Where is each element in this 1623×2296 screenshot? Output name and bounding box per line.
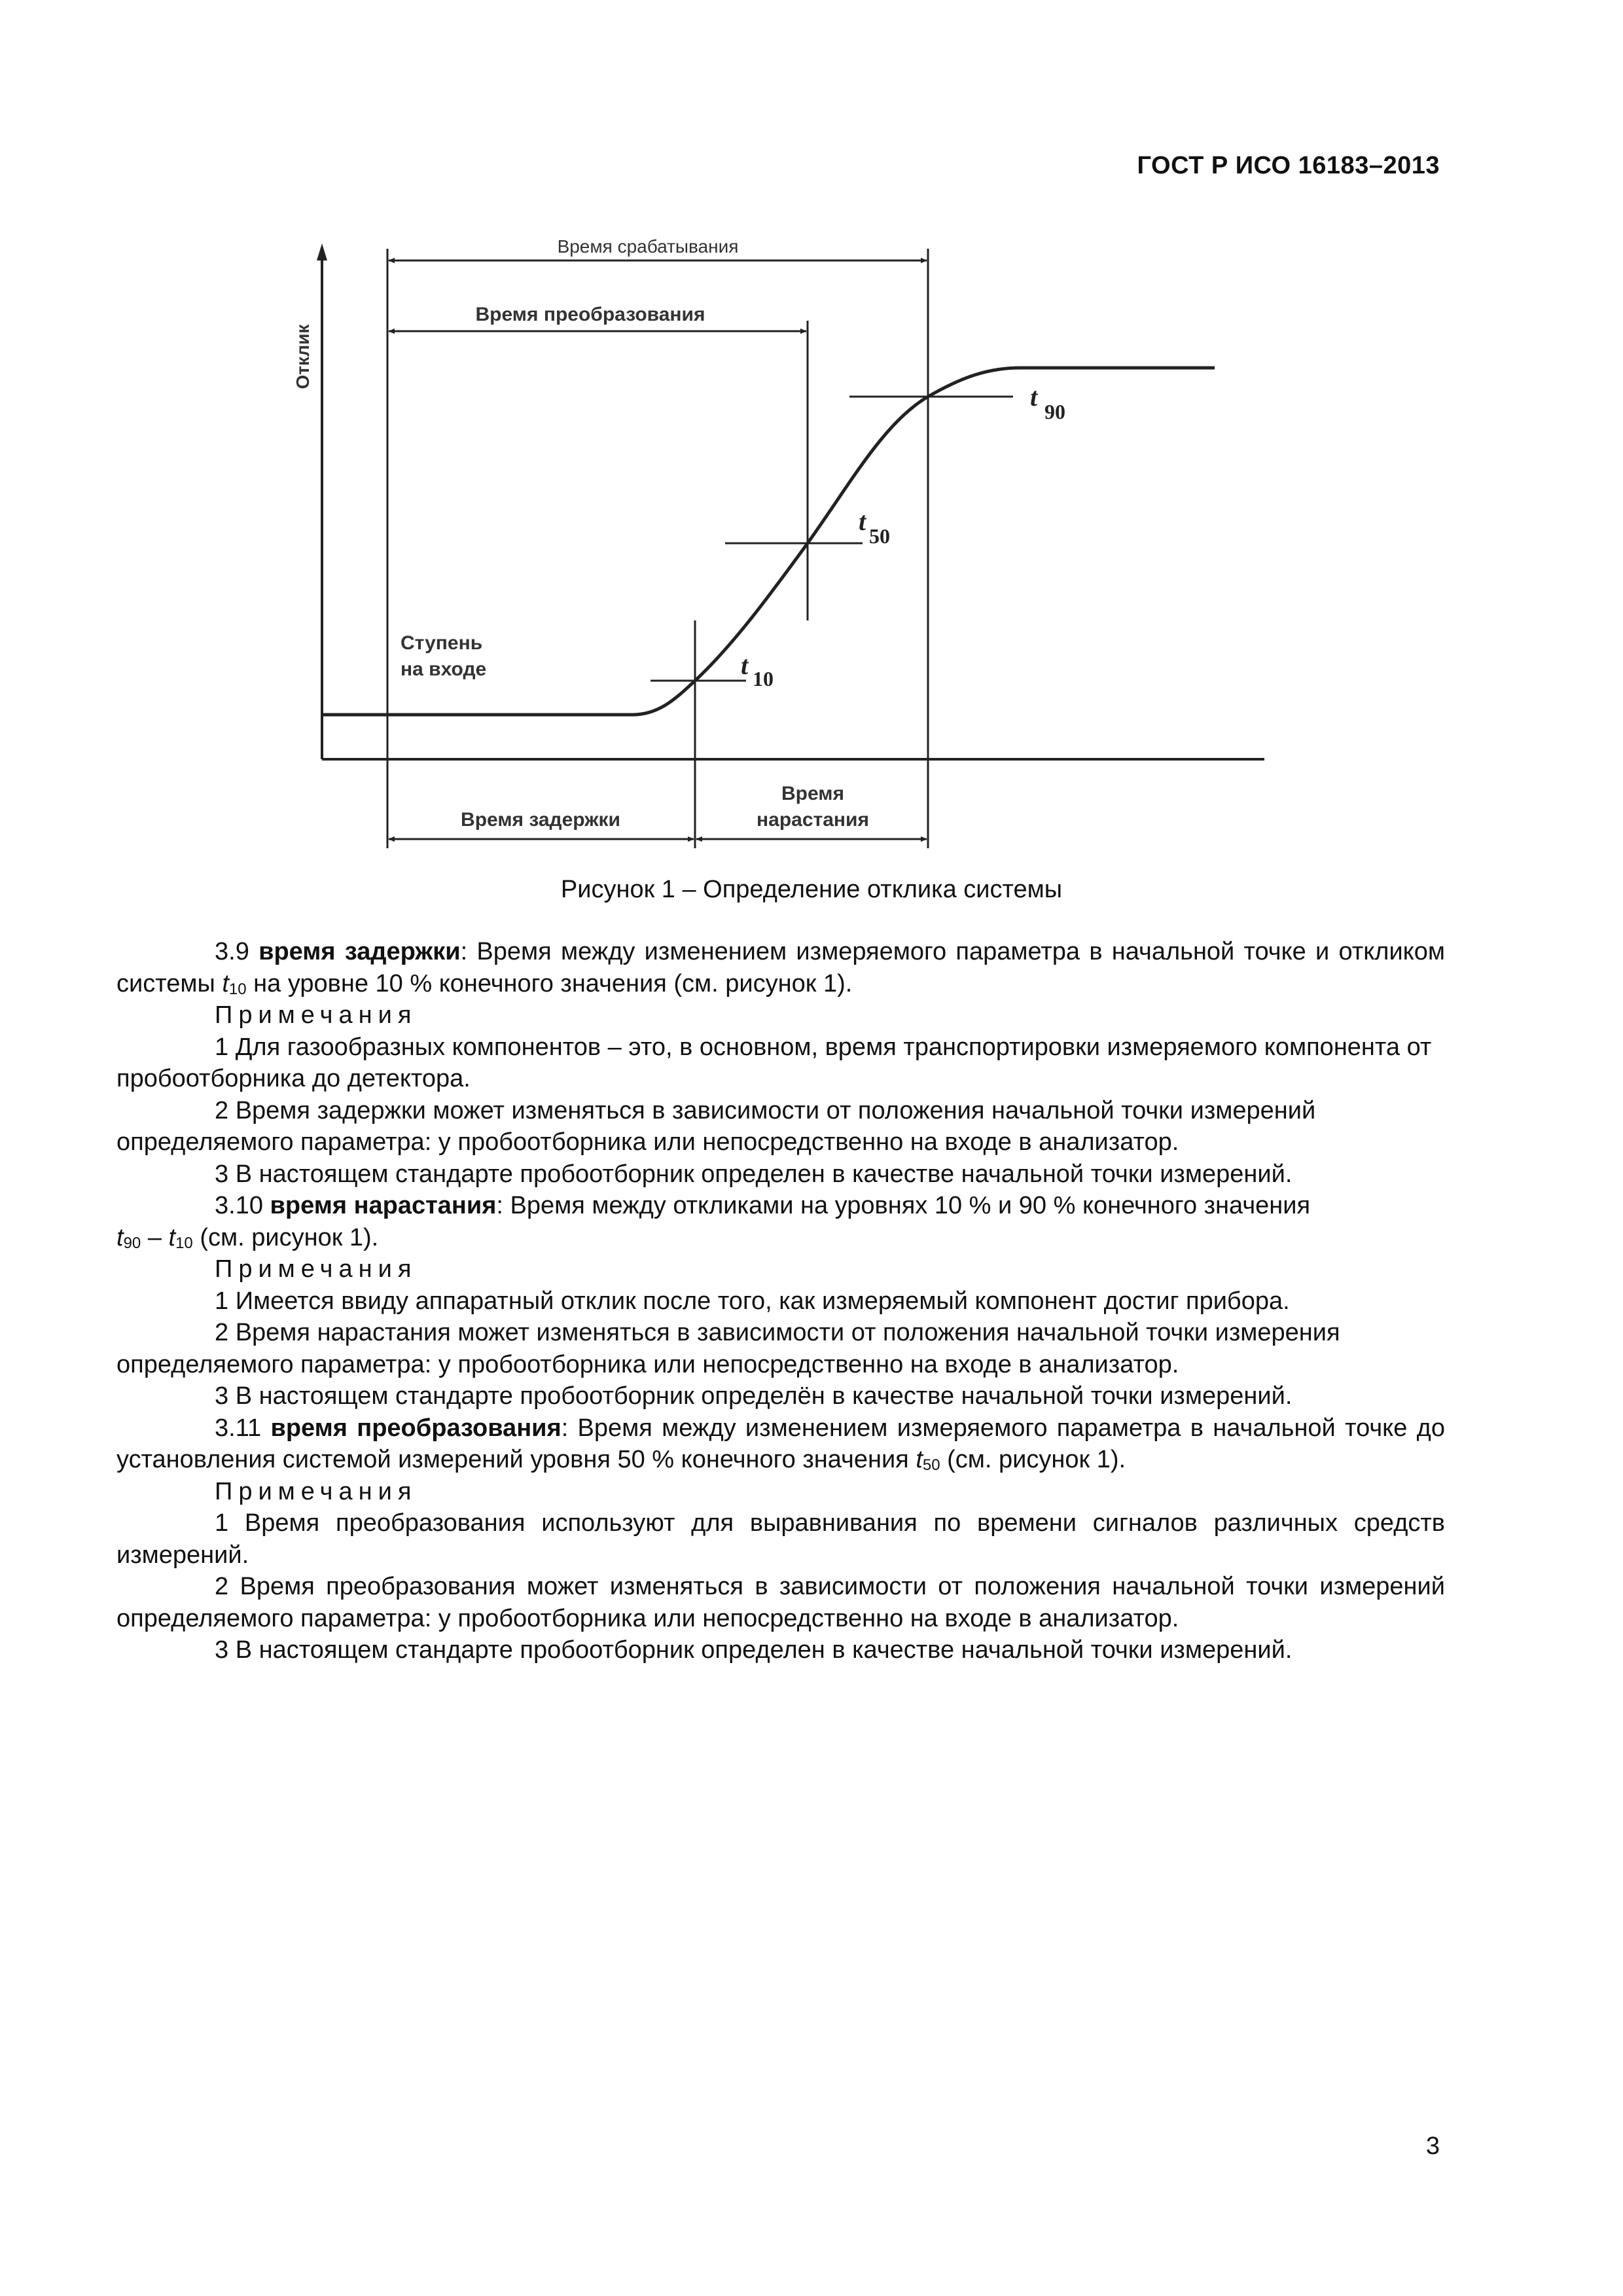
- term-name: время нарастания: [270, 1192, 497, 1219]
- t10-label-t: t: [741, 651, 749, 680]
- figure-caption: Рисунок 1 – Определение отклика системы: [560, 876, 1063, 903]
- term-text: –: [141, 1223, 169, 1251]
- document-header: ГОСТ Р ИСО 16183–2013: [1137, 152, 1440, 179]
- notes-heading: Примечания: [215, 1255, 418, 1283]
- term-3-11: [116, 1412, 1445, 1476]
- note-1: 1 Имеется ввиду аппаратный отклик после того, как измеряемый компонент достиг прибора.: [215, 1287, 1290, 1315]
- note-2: 2 Время нарастания может изменяться в зависимости от положения начальной точки измерения определяемого параметра: у пробоотборника или непосредственно на входе в анализатор.: [116, 1319, 1340, 1378]
- symbol-t: t: [168, 1223, 176, 1251]
- term-name: время преобразования: [270, 1414, 562, 1442]
- input-step-label-1: Ступень: [401, 632, 483, 654]
- symbol-t: t: [222, 969, 229, 997]
- input-step-label-2: на входе: [401, 658, 487, 680]
- term-text: : Время между откликами на уровнях 10 % и 90 % конечного значения: [496, 1192, 1311, 1219]
- term-name: время задержки: [259, 938, 461, 965]
- y-axis-arrowhead: [317, 243, 327, 260]
- response-time-label: Время срабатывания: [557, 236, 739, 257]
- term-text: (см. рисунок 1).: [940, 1446, 1126, 1473]
- note-1: 1 Время преобразования используют для выравнивания по времени сигналов различных средств измерений.: [116, 1509, 1445, 1569]
- symbol-subscript: 90: [123, 1234, 141, 1252]
- note-3: 3 В настоящем стандарте пробоотборник определён в качестве начальной точки измерений.: [215, 1382, 1293, 1410]
- term-text: : Время между изменением измеряемого параметра в начальной точке до установления системой измерений уровня 50 % конечного значения: [116, 1414, 1445, 1473]
- term-number: 3.9: [215, 938, 259, 965]
- symbol-subscript: 50: [922, 1456, 940, 1474]
- rise-time-label-2: нарастания: [757, 809, 869, 831]
- page-number: 3: [1425, 2132, 1440, 2160]
- response-diagram: [0, 0, 1623, 864]
- term-text: на уровне 10 % конечного значения (см. рисунок 1).: [246, 969, 853, 997]
- transformation-time-label: Время преобразования: [475, 304, 705, 325]
- term-text: : Время между изменением измеряемого параметра в начальной точке и откликом системы: [116, 938, 1445, 997]
- note-3: 3 В настоящем стандарте пробоотборник определен в качестве начальной точки измерений.: [215, 1160, 1293, 1188]
- rise-time-label-1: Время: [781, 783, 844, 804]
- term-3-10: [116, 1190, 1445, 1253]
- note-1: 1 Для газообразных компонентов – это, в основном, время транспортировки измеряемого компонента от пробоотборника до детектора.: [116, 1033, 1432, 1092]
- t90-label-t: t: [1030, 382, 1038, 412]
- notes-heading: Примечания: [215, 1001, 418, 1029]
- term-3-9: [116, 936, 1445, 999]
- note-3: 3 В настоящем стандарте пробоотборник определен в качестве начальной точки измерений.: [215, 1636, 1293, 1664]
- t10-label-sub: 10: [753, 667, 774, 691]
- response-figure: [0, 0, 1623, 864]
- t50-label-t: t: [859, 507, 866, 536]
- note-2: 2 Время преобразования может изменяться в зависимости от положения начальной точки измерений определяемого параметра: у пробоотборника или непосредственно на входе в анализатор.: [116, 1573, 1445, 1632]
- term-number: 3.10: [215, 1192, 270, 1219]
- notes-heading: Примечания: [215, 1477, 418, 1505]
- symbol-t: t: [116, 1223, 124, 1251]
- delay-time-label: Время задержки: [461, 809, 620, 831]
- note-2: 2 Время задержки может изменяться в зависимости от положения начальной точки измерений определяемого параметра: у пробоотборника или непосредственно на входе в анализатор.: [116, 1096, 1316, 1156]
- symbol-subscript: 10: [228, 980, 247, 998]
- term-text: (см. рисунок 1).: [192, 1223, 379, 1251]
- symbol-t: t: [916, 1446, 923, 1473]
- term-number: 3.11: [215, 1414, 271, 1442]
- symbol-subscript: 10: [175, 1234, 193, 1252]
- document-body: [116, 936, 1445, 1666]
- y-axis-label: Отклик: [293, 324, 313, 389]
- t90-label-sub: 90: [1044, 400, 1065, 423]
- t50-label-sub: 50: [869, 524, 890, 548]
